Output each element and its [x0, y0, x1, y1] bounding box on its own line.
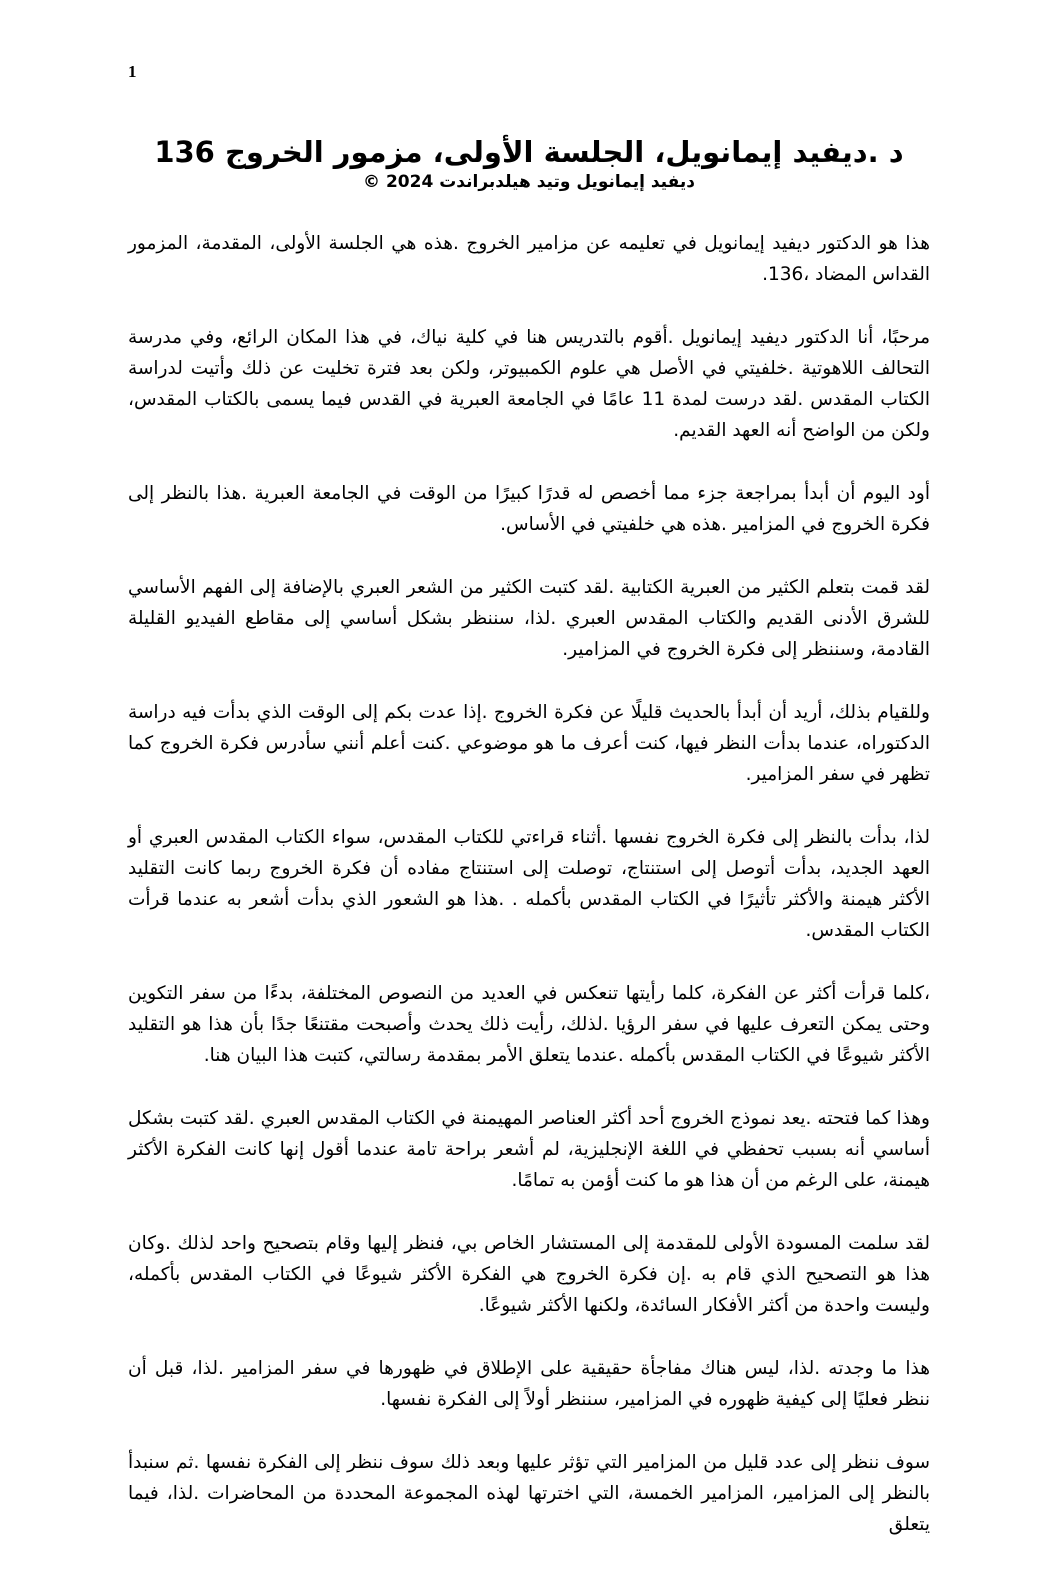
document-header	[130, 134, 928, 194]
paragraph: لقد قمت بتعلم الكثير من العبرية الكتابية .لقد كتبت الكثير من الشعر العبري بالإضافة إلى الفهم الأساسي للشرق الأدنى القديم والكتاب المقدس العبري .لذا، سننظر بشكل أساسي إلى مقاطع الفيديو القليلة القادمة، وسننظر إلى فكرة الخروج في المزامير.	[128, 577, 930, 660]
document-title: د .ديفيد إيمانويل، الجلسة الأولى، مزمور الخروج 136	[154, 135, 904, 169]
paragraph: هذا ما وجدته .لذا، ليس هناك مفاجأة حقيقية على الإطلاق في ظهورها في سفر المزامير .لذا، قبل أن ننظر فعليًا إلى كيفية ظهوره في المزامير، سننظر أولاً إلى الفكرة نفسها.	[128, 1358, 930, 1410]
paragraph: لقد سلمت المسودة الأولى للمقدمة إلى المستشار الخاص بي، فنظر إليها وقام بتصحيح واحد لذلك .وكان هذا هو التصحيح الذي قام به .إن فكرة الخروج هي الفكرة الأكثر شيوعًا في الكتاب المقدس بأكمله، وليست واحدة من أكثر الأفكار السائدة، ولكنها الأكثر شيوعًا.	[128, 1233, 930, 1316]
document-body	[128, 228, 930, 1572]
page-number: 1	[128, 62, 137, 81]
paragraph: ،كلما قرأت أكثر عن الفكرة، كلما رأيتها تنعكس في العديد من النصوص المختلفة، بدءًا من سفر التكوين وحتى يمكن التعرف عليها في سفر الرؤيا .لذلك، رأيت ذلك يحدث وأصبحت مقتنعًا جدًا بأن هذا هو التقليد الأكثر شيوعًا في الكتاب المقدس بأكمله .عندما يتعلق الأمر بمقدمة رسالتي، كتبت هذا البيان هنا.	[128, 983, 930, 1066]
paragraph: هذا هو الدكتور ديفيد إيمانويل في تعليمه عن مزامير الخروج .هذه هي الجلسة الأولى، المقدمة، المزمور القداس المضاد ،136.	[128, 233, 930, 285]
paragraph: وهذا كما فتحته .يعد نموذج الخروج أحد أكثر العناصر المهيمنة في الكتاب المقدس العبري .لقد كتبت بشكل أساسي أنه بسبب تحفظي في اللغة الإنجليزية، لم أشعر براحة تامة عندما أقول إنها كانت الفكرة الأكثر هيمنة، على الرغم من أن هذا هو ما كنت أؤمن به تمامًا.	[128, 1108, 930, 1191]
document-subtitle: ديفيد إيمانويل وتيد هيلدبراندت 2024 ©	[363, 172, 695, 192]
paragraph: لذا، بدأت بالنظر إلى فكرة الخروج نفسها .أثناء قراءتي للكتاب المقدس، سواء الكتاب المقدس العبري أو العهد الجديد، بدأت أتوصل إلى استنتاج، توصلت إلى استنتاج مفاده أن فكرة الخروج ربما كانت التقليد الأكثر هيمنة والأكثر تأثيرًا في الكتاب المقدس بأكمله . .هذا هو الشعور الذي بدأت أشعر به عندما قرأت الكتاب المقدس.	[128, 827, 930, 941]
paragraph: سوف ننظر إلى عدد قليل من المزامير التي تؤثر عليها وبعد ذلك سوف ننظر إلى الفكرة نفسها .ثم سنبدأ بالنظر إلى المزامير، المزامير الخمسة، التي اخترتها لهذه المجموعة المحددة من المحاضرات .لذا، فيما يتعلق	[128, 1452, 930, 1535]
paragraph: مرحبًا، أنا الدكتور ديفيد إيمانويل .أقوم بالتدريس هنا في كلية نياك، في هذا المكان الرائع، وفي مدرسة التحالف اللاهوتية .خلفيتي في الأصل هي علوم الكمبيوتر، ولكن بعد فترة تخليت عن ذلك وأتيت لدراسة الكتاب المقدس .لقد درست لمدة 11 عامًا في الجامعة العبرية في القدس فيما يسمى بالكتاب المقدس، ولكن من الواضح أنه العهد القديم.	[128, 327, 930, 441]
paragraph: وللقيام بذلك، أريد أن أبدأ بالحديث قليلًا عن فكرة الخروج .إذا عدت بكم إلى الوقت الذي بدأت فيه دراسة الدكتوراه، عندما بدأت النظر فيها، كنت أعرف ما هو موضوعي .كنت أعلم أنني سأدرس فكرة الخروج كما تظهر في سفر المزامير.	[128, 702, 930, 785]
paragraph: أود اليوم أن أبدأ بمراجعة جزء مما أخصص له قدرًا كبيرًا من الوقت في الجامعة العبرية .هذا بالنظر إلى فكرة الخروج في المزامير .هذه هي خلفيتي في الأساس.	[128, 483, 930, 535]
